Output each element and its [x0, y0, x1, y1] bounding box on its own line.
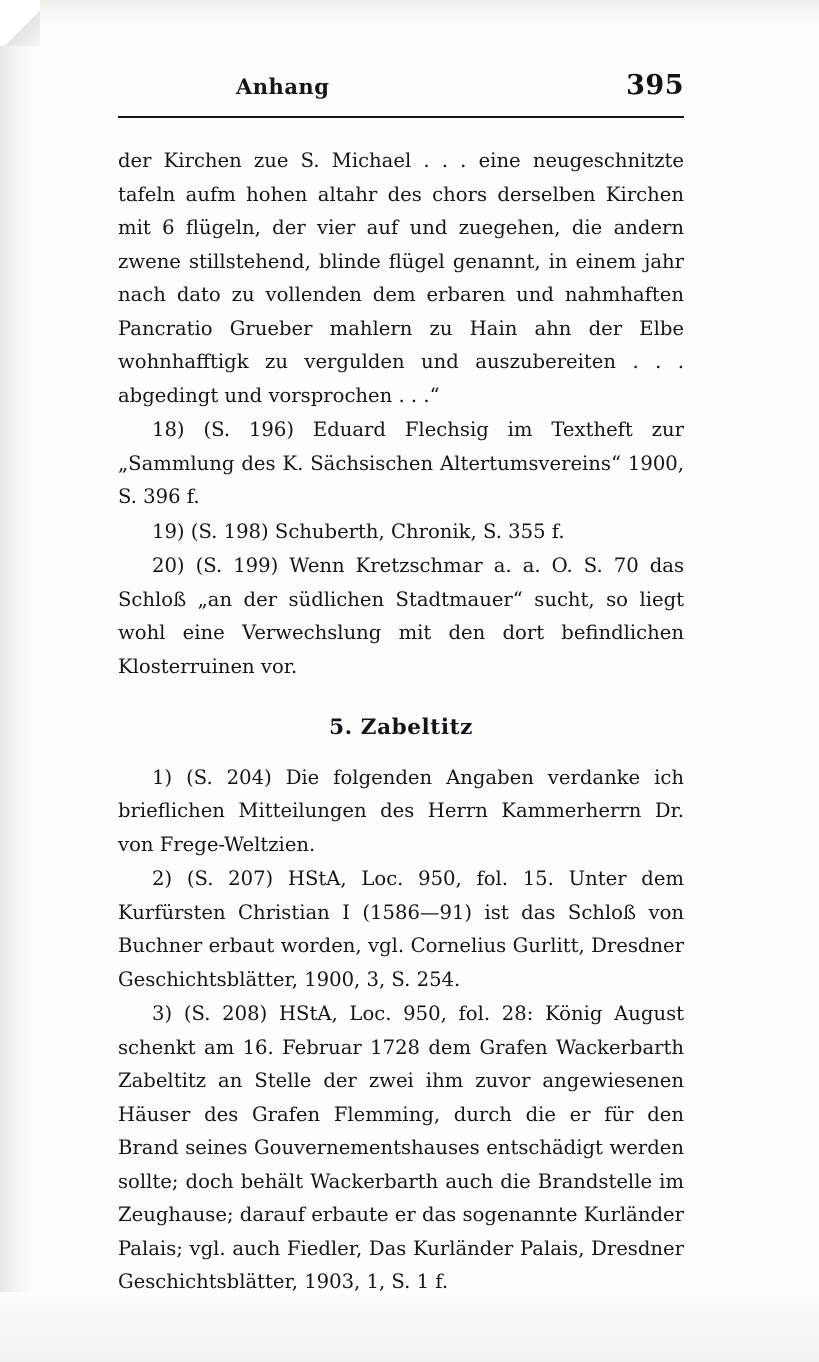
page-edge-shading-top [0, 0, 819, 26]
header-rule [118, 116, 684, 118]
section-heading: 5. Zabeltitz [329, 715, 473, 740]
section-note-2: 2) (S. 207) HStA, Loc. 950, fol. 15. Unter dem Kurfürsten Christian I (1586—91) ist das Schloß von Buchner erbaut worden, vgl. Cornelius Gurlitt, Dresdner Geschichtsblätter, 1900, 3, S. 254. [118, 867, 684, 991]
note-20: 20) (S. 199) Wenn Kretzschmar a. a. O. S. 70 das Schloß „an der südlichen Stadtmauer“ sucht, so liegt wohl eine Verwechslung mit den dort befindlichen Klosterruinen vor. [118, 554, 684, 678]
quote-paragraph: der Kirchen zue S. Michael . . . eine neugeschnitzte tafeln aufm hohen altahr des chors derselben Kirchen mit 6 flügeln, der vier auf und zuegehen, die andern zwene stillstehend, blinde flügel genannt, in einem jahr nach dato zu vollenden dem erbaren und nahmhaften Pancratio Grueber mahlern zu Hain ahn der Elbe wohnhafftigk zu vergulden und auszubereiten . . . abgedingt und vorsprochen . . .“ [118, 149, 684, 407]
page-edge-shading-bottom [0, 1292, 819, 1362]
note-18: 18) (S. 196) Eduard Flechsig im Textheft zur „Sammlung des K. Sächsischen Altertumsvereins“ 1900, S. 396 f. [118, 418, 684, 508]
note-19: 19) (S. 198) Schuberth, Chronik, S. 355 f. [152, 519, 565, 543]
running-head-title: Anhang [236, 74, 330, 99]
body-text [118, 144, 684, 1299]
running-head [118, 70, 684, 110]
section-note-3: 3) (S. 208) HStA, Loc. 950, fol. 28: König August schenkt am 16. Februar 1728 dem Grafen Wackerbarth Zabeltitz an Stelle der zwei ihm zuvor angewiesenen Häuser des Grafen Flemming, durch die er für den Brand seines Gouvernementshauses entschädigt werden sollte; doch behält Wackerbarth auch die Brandstelle im Zeughause; darauf erbaute er das sogenannte Kurländer Palais; vgl. auch Fiedler, Das Kurländer Palais, Dresdner Geschichtsblätter, 1903, 1, S. 1 f. [118, 1002, 684, 1293]
page-number: 395 [626, 70, 684, 101]
page-content [118, 70, 684, 1299]
page-corner-fold [0, 0, 40, 46]
section-note-1: 1) (S. 204) Die folgenden Angaben verdanke ich brieflichen Mitteilungen des Herrn Kammerherrn Dr. von Frege-Weltzien. [118, 765, 684, 856]
page-edge-shading-left [0, 0, 34, 1362]
